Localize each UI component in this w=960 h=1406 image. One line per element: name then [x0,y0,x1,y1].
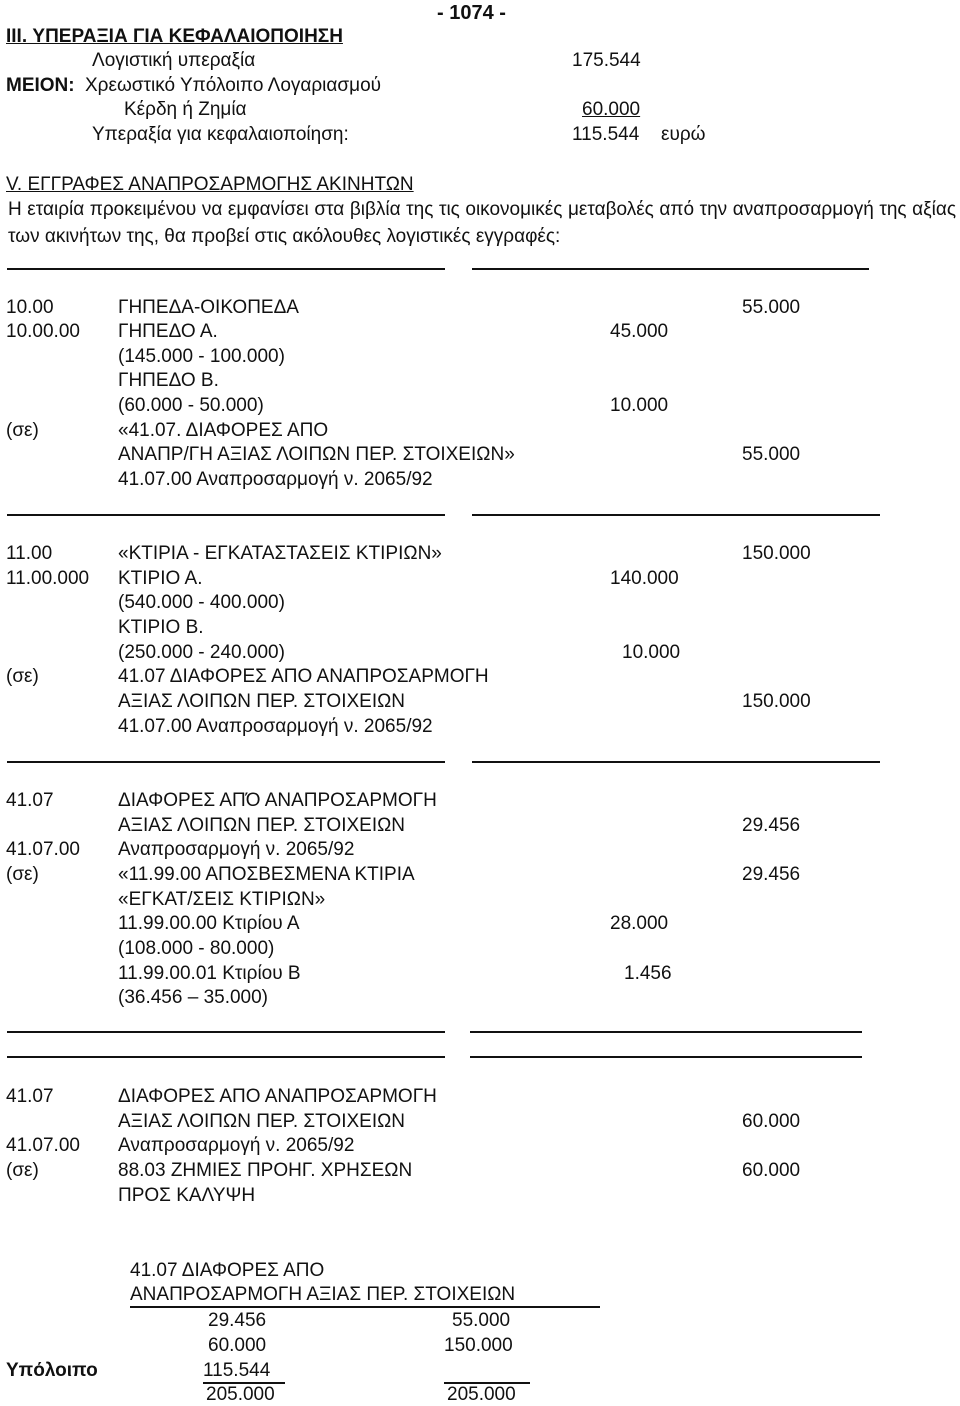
separator-line [7,268,445,270]
entry1-credit-account: ΑΝΑΠΡ/ΓΗ ΑΞΙΑΣ ΛΟΙΠΩΝ ΠΕΡ. ΣΤΟΙΧΕΙΩΝ» [118,444,515,465]
entry2-credit-marker: (σε) [6,666,39,687]
t-account-debit-item: 29.456 [208,1310,267,1331]
entry2-credit-value: 150.000 [742,691,811,712]
section3-line1-value: 175.544 [572,50,641,71]
section3-line1-label: Λογιστική υπεραξία [92,50,256,71]
entry1-account-name: ΓΗΠΕΔΑ-ΟΙΚΟΠΕΔΑ [118,297,299,318]
entry1-credit-value: 55.000 [742,444,801,465]
separator-line [7,1031,445,1033]
entry2-subaccount-name: ΚΤΙΡΙΟ Β. [118,617,204,638]
entry3-account-name: ΑΞΙΑΣ ΛΟΙΠΩΝ ΠΕΡ. ΣΤΟΙΧΕΙΩΝ [118,815,406,836]
section3-line2-prefix: ΜΕΙΟΝ: [6,75,75,96]
section3-line4-unit: ευρώ [661,124,706,145]
entry1-subaccount-code: 10.00.00 [6,321,80,342]
entry3-subaccount: Αναπροσαρμογή ν. 2065/92 [118,839,355,860]
entry4-account-code: 41.07 [6,1086,54,1107]
section3-line3-value: 60.000 [582,99,641,120]
entry3-credit-account: «11.99.00 ΑΠΟΣΒΕΣΜΕΝΑ ΚΤΙΡΙΑ [118,864,415,885]
entry3-subaccount: 11.99.00.00 Κτιρίου Α [118,913,300,934]
entry4-credit-value: 60.000 [742,1160,801,1181]
t-account-debit-item: 60.000 [208,1335,267,1356]
entry4-credit-account: 88.03 ΖΗΜΙΕΣ ΠΡΟΗΓ. ΧΡΗΣΕΩΝ [118,1160,413,1181]
entry4-credit-marker: (σε) [6,1160,39,1181]
separator-line [7,514,445,516]
t-account-debit-total: 205.000 [206,1384,275,1405]
section3-line4-label: Υπεραξία για κεφαλαιοποίηση: [92,124,349,145]
separator-line [472,268,869,270]
section3-line3-label: Κέρδη ή Ζημία [124,99,247,120]
t-account-credit-item: 150.000 [444,1335,513,1356]
entry2-calc: (540.000 - 400.000) [118,592,285,613]
entry3-partial-value: 1.456 [624,963,672,984]
t-account-balance-value: 115.544 [203,1360,271,1381]
entry1-partial-value: 45.000 [610,321,669,342]
entry3-account-name: ΔΙΑΦΟΡΕΣ ΑΠΌ ΑΝΑΠΡΟΣΑΡΜΟΓΗ [118,790,437,811]
entry1-credit-account: «41.07. ΔΙΑΦΟΡΕΣ ΑΠΟ [118,420,329,441]
section5-paragraph [8,196,956,250]
entry3-calc: (108.000 - 80.000) [118,938,275,959]
separator-line [472,514,880,516]
entry3-credit-marker: (σε) [6,864,39,885]
entry4-account-name: ΔΙΑΦΟΡΕΣ ΑΠΟ ΑΝΑΠΡΟΣΑΡΜΟΓΗ [118,1086,437,1107]
entry2-account-code: 11.00 [6,543,53,564]
entry1-calc: (60.000 - 50.000) [118,395,264,416]
t-account-top-line [130,1306,600,1308]
entry2-calc: (250.000 - 240.000) [118,642,285,663]
entry3-partial-value: 28.000 [610,913,669,934]
t-account-title: ΑΝΑΠΡΟΣΑΡΜΟΓΗ ΑΞΙΑΣ ΠΕΡ. ΣΤΟΙΧΕΙΩΝ [130,1284,516,1305]
entry1-debit-value: 55.000 [742,297,801,318]
separator-line [470,1056,862,1058]
entry2-partial-value: 140.000 [610,568,679,589]
entry1-subaccount-name: ΓΗΠΕΔΟ Β. [118,370,219,391]
entry2-subaccount: 41.07.00 Αναπροσαρμογή ν. 2065/92 [118,716,433,737]
entry2-credit-account: ΑΞΙΑΣ ΛΟΙΠΩΝ ΠΕΡ. ΣΤΟΙΧΕΙΩΝ [118,691,406,712]
entry4-subaccount: Αναπροσαρμογή ν. 2065/92 [118,1135,355,1156]
entry2-subaccount-name: ΚΤΙΡΙΟ Α. [118,568,203,589]
section3-line2-label: Χρεωστικό Υπόλοιπο Λογαριασμού [85,75,382,96]
entry3-account-code: 41.07 [6,790,54,811]
section5-paragraph-text: Η εταιρία προκειμένου να εμφανίσει στα βιβλία της τις οικονομικές μεταβολές από την αναπροσαρμογή της αξίας των ακινήτων της, θα προβεί στις ακόλουθες λογιστικές εγγραφές: [8,199,956,247]
entry1-partial-value: 10.000 [610,395,669,416]
entry2-credit-account: 41.07 ΔΙΑΦΟΡΕΣ ΑΠΟ ΑΝΑΠΡΟΣΑΡΜΟΓΗ [118,666,489,687]
entry2-partial-value: 10.000 [622,642,681,663]
entry3-debit-value: 29.456 [742,815,801,836]
separator-line [7,761,445,763]
entry2-debit-value: 150.000 [742,543,811,564]
section3-title: III. ΥΠΕΡΑΞΙΑ ΓΙΑ ΚΕΦΑΛΑΙΟΠΟΙΗΣΗ [6,26,343,47]
entry2-subaccount-code: 11.00.000 [6,568,90,589]
entry4-debit-value: 60.000 [742,1111,801,1132]
entry3-credit-account: «ΕΓΚΑΤ/ΣΕΙΣ ΚΤΙΡΙΩΝ» [118,889,326,910]
entry3-subaccount-code: 41.07.00 [6,839,80,860]
t-account-credit-item: 55.000 [452,1310,511,1331]
entry1-subaccount: 41.07.00 Αναπροσαρμογή ν. 2065/92 [118,469,433,490]
entry1-credit-marker: (σε) [6,420,39,441]
entry3-subaccount: 11.99.00.01 Κτιρίου Β [118,963,301,984]
entry1-account-code: 10.00 [6,297,54,318]
entry3-calc: (36.456 – 35.000) [118,987,269,1008]
separator-line [7,1056,445,1058]
entry3-credit-value: 29.456 [742,864,801,885]
t-account-credit-total: 205.000 [447,1384,516,1405]
page-number: - 1074 - [437,2,506,24]
entry1-subaccount-name: ΓΗΠΕΔΟ Α. [118,321,218,342]
entry4-subaccount-code: 41.07.00 [6,1135,80,1156]
entry4-credit-account: ΠΡΟΣ ΚΑΛΥΨΗ [118,1185,256,1206]
t-account-balance-label: Υπόλοιπο [6,1360,98,1381]
separator-line [470,1031,862,1033]
t-account-title: 41.07 ΔΙΑΦΟΡΕΣ ΑΠΟ [130,1260,325,1281]
entry2-account-name: «ΚΤΙΡΙΑ - ΕΓΚΑΤΑΣΤΑΣΕΙΣ ΚΤΙΡΙΩΝ» [118,543,442,564]
entry1-calc: (145.000 - 100.000) [118,346,285,367]
section5-title: V. ΕΓΓΡΑΦΕΣ ΑΝΑΠΡΟΣΑΡΜΟΓΗΣ ΑΚΙΝΗΤΩΝ [6,174,414,195]
section3-line4-value: 115.544 [572,124,640,145]
separator-line [472,761,880,763]
entry4-account-name: ΑΞΙΑΣ ΛΟΙΠΩΝ ΠΕΡ. ΣΤΟΙΧΕΙΩΝ [118,1111,406,1132]
